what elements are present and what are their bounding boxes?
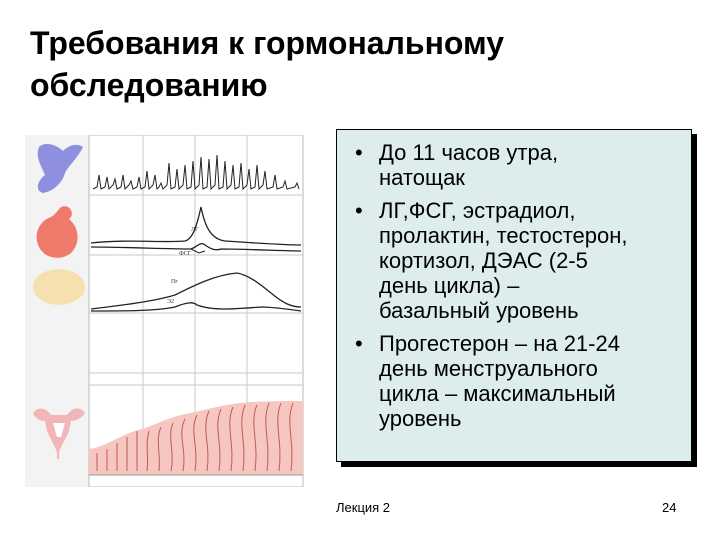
bullet-item-3 (347, 331, 681, 431)
bullet-1-line-1: До 11 часов утра, (379, 140, 559, 165)
requirements-list (347, 140, 681, 431)
menstrual-cycle-svg (25, 135, 307, 487)
fsh-label: ФСГ (179, 251, 192, 257)
slide-title-line-1: Требования к гормональному (30, 25, 505, 61)
bullet-2-line-3: кортизол, ДЭАС (2-5 (379, 248, 588, 273)
bullet-2-line-1: ЛГ,ФСГ, эстрадиол, (379, 198, 576, 223)
bullet-1-line-2: натощак (379, 165, 465, 190)
requirements-box (336, 129, 692, 462)
bullet-dot: • (355, 198, 363, 223)
bullet-2-line-4: день цикла) – (379, 273, 520, 298)
footer-page-number: 24 (662, 500, 677, 515)
bullet-item-1 (347, 140, 681, 190)
bullet-2-line-5: базальный уровень (379, 298, 579, 323)
bullet-3-line-1: Прогестерон – на 21-24 (379, 331, 620, 356)
lh-label: ЛГ (191, 227, 199, 233)
slide-title-line-2: обследованию (30, 67, 268, 103)
bullet-dot: • (355, 331, 363, 356)
bullet-2-line-2: пролактин, тестостерон, (379, 223, 628, 248)
menstrual-cycle-figure (25, 135, 307, 487)
bullet-3-line-3: цикла – максимальный (379, 381, 616, 406)
bullet-item-2 (347, 198, 681, 323)
estradiol-label: Э2 (167, 299, 174, 305)
bullet-3-line-2: день менструального (379, 356, 598, 381)
corpus-luteum-icon (33, 269, 85, 305)
footer-lecture-label: Лекция 2 (336, 500, 391, 515)
bullet-3-line-4: уровень (379, 406, 462, 431)
slide-title (30, 22, 690, 106)
progesterone-label: Пг (171, 279, 178, 285)
bullet-dot: • (355, 140, 363, 165)
